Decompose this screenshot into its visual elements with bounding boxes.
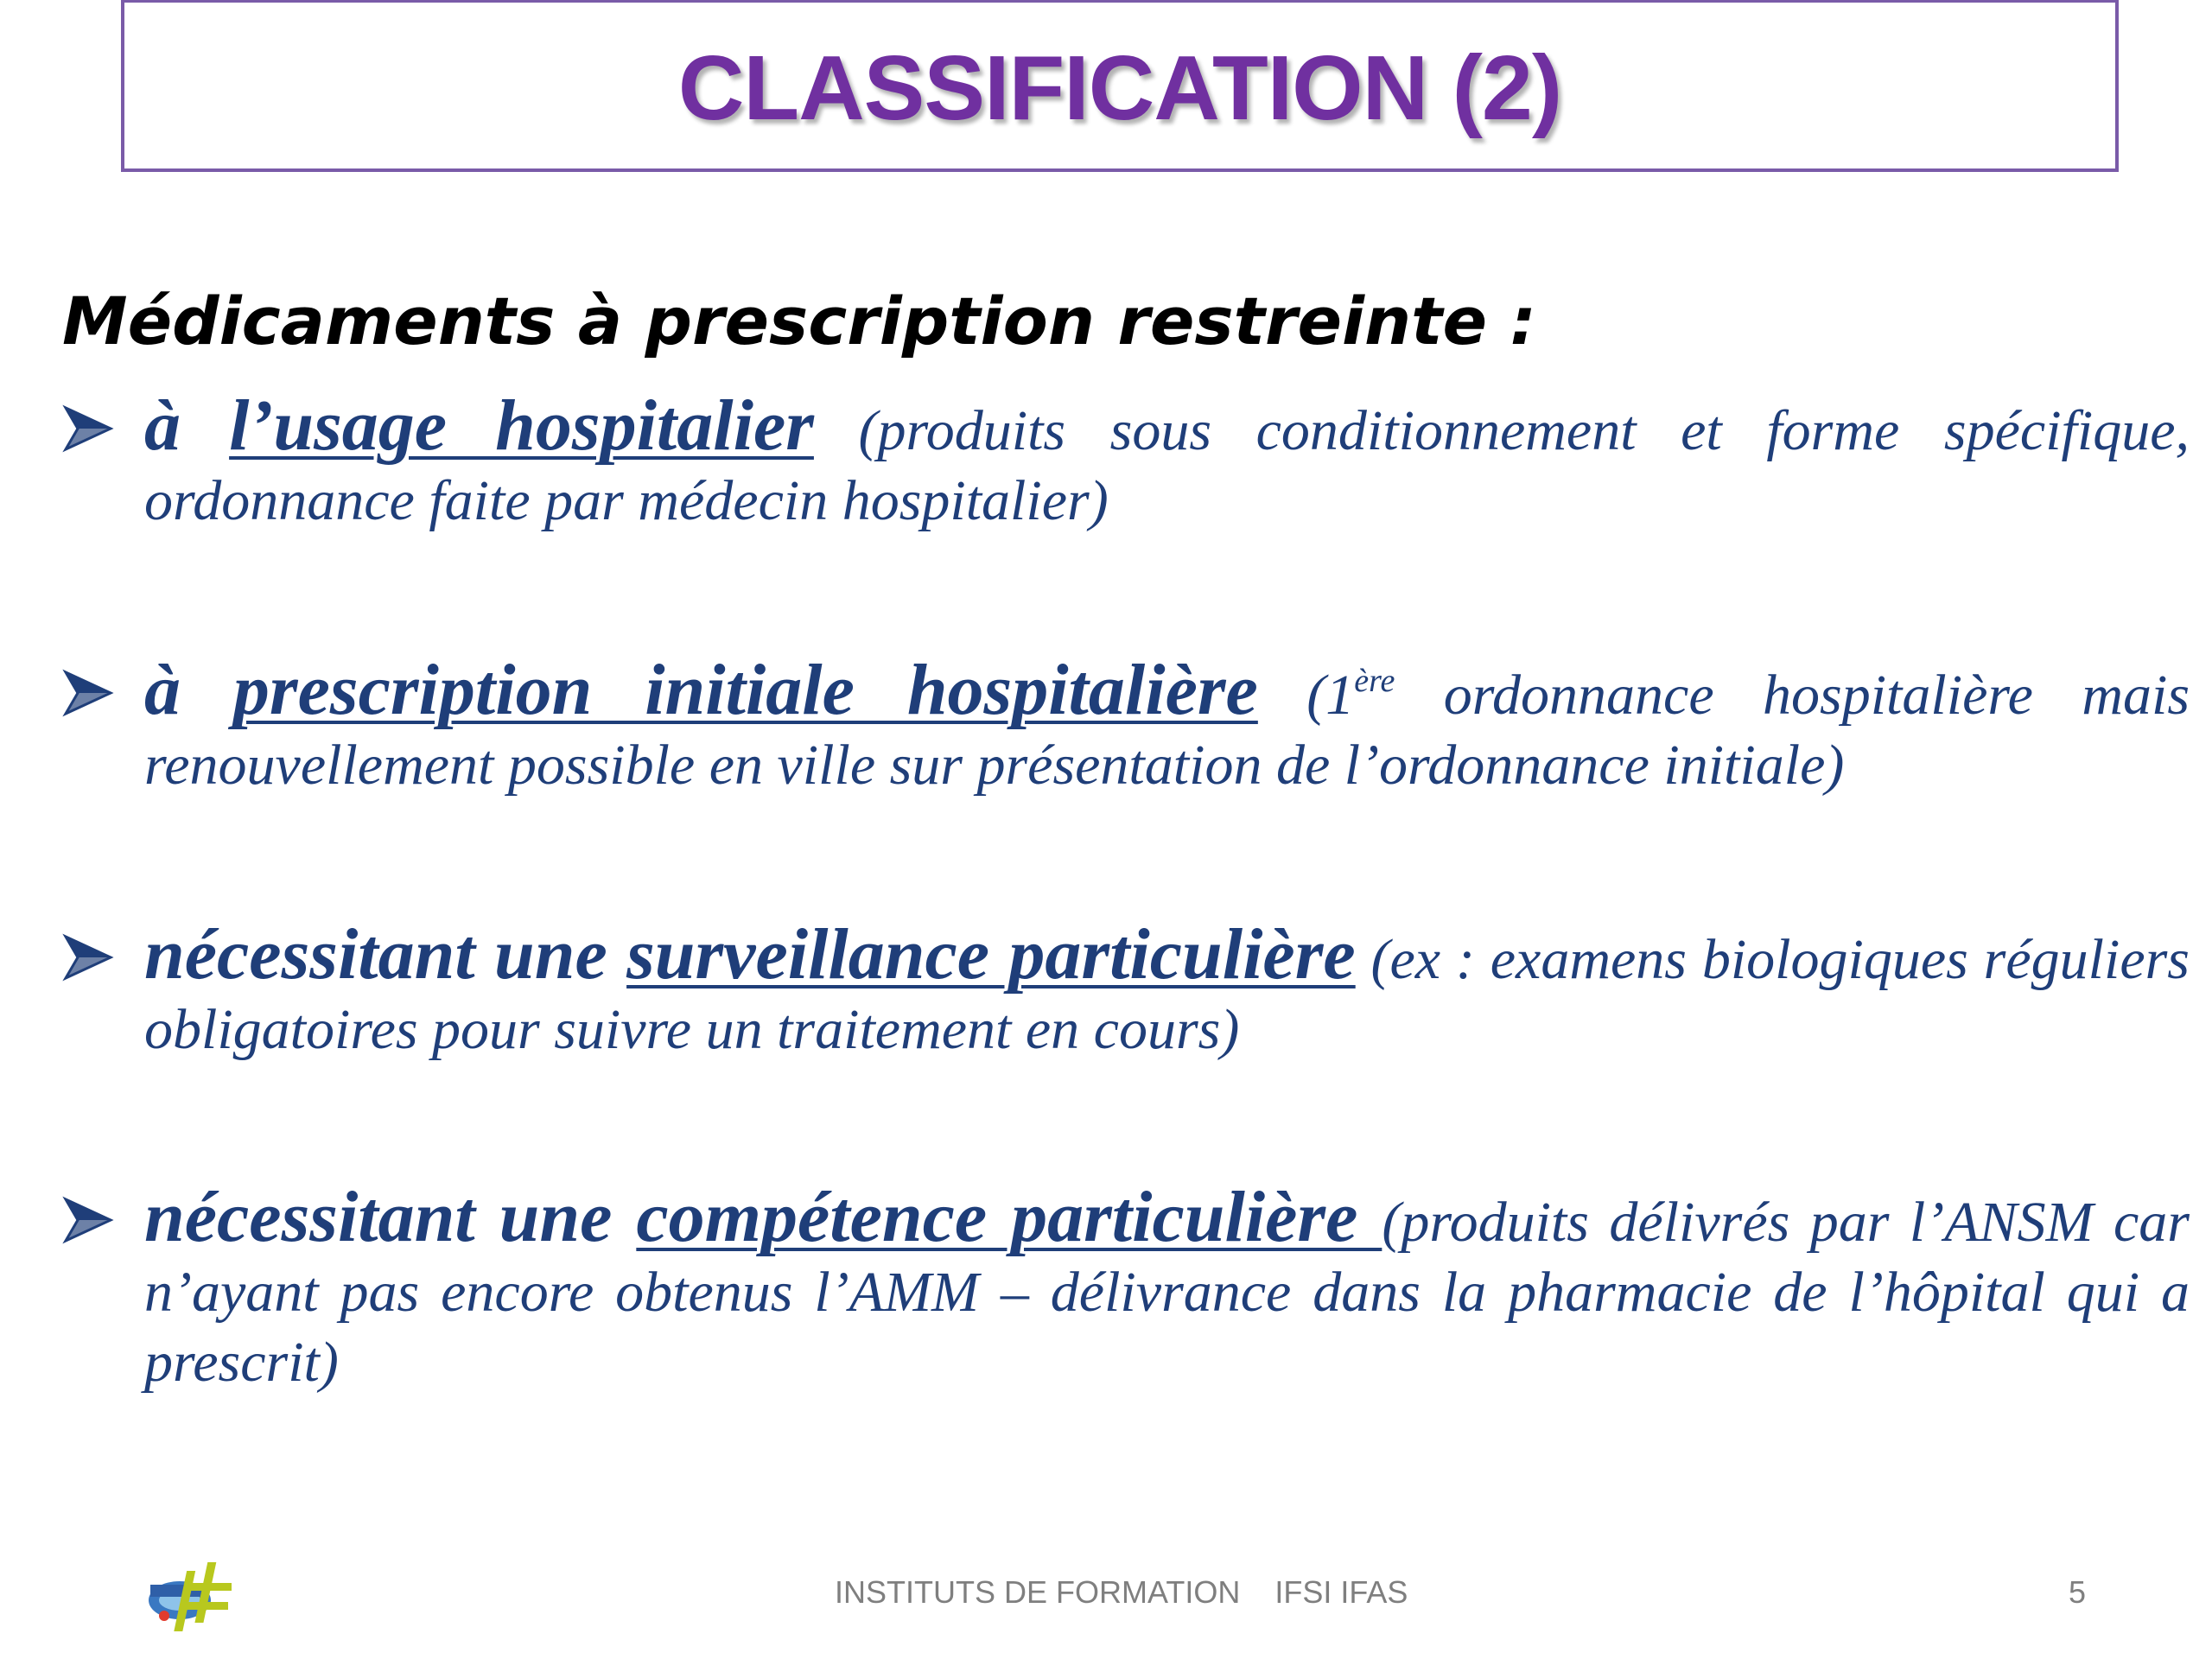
page-number: 5 (2069, 1574, 2087, 1610)
item-detail: (produits délivrés par l’ANSM car n’ayant pas encore obtenus l’AMM – délivrance dans la pharmacie de l’hôpital qui a prescrit) (144, 1191, 2190, 1394)
item-lead-underlined: surveillance particulière (626, 914, 1356, 995)
item-detail-superscript: ère (1354, 663, 1395, 699)
list-item (62, 385, 2190, 536)
title-box (121, 0, 2119, 172)
item-detail-start: (1 (1257, 664, 1355, 727)
item-lead-prefix: à (144, 385, 230, 466)
arrow-bullet-icon (62, 931, 114, 983)
footer-text: INSTITUTS DE FORMATION IFSI IFAS (835, 1574, 1408, 1610)
arrow-bullet-icon (62, 1194, 114, 1246)
section-heading: Médicaments à prescription restreinte : (62, 283, 1536, 359)
list-item (62, 914, 2190, 1065)
institute-logo-icon (145, 1555, 242, 1637)
item-lead (144, 1177, 1382, 1257)
list-item (62, 1177, 2190, 1397)
list-item (62, 650, 2190, 800)
item-lead-underlined: l’usage hospitalier (229, 385, 814, 466)
item-lead-prefix: nécessitant une (144, 1177, 637, 1257)
item-lead-underlined: prescription initiale hospitalière (232, 650, 1258, 730)
item-lead (144, 650, 1258, 730)
slide-title: CLASSIFICATION (2) (677, 36, 1562, 139)
item-detail: (produits sous conditionnement et forme spécifique, ordonnance faite par médecin hospitalier) (144, 399, 2190, 532)
item-detail: (ex : examens biologiques réguliers obligatoires pour suivre un traitement en cours) (144, 928, 2190, 1061)
item-lead-prefix: à (144, 650, 233, 730)
arrow-bullet-icon (62, 667, 114, 719)
item-lead-prefix: nécessitant une (144, 914, 627, 995)
item-lead (144, 914, 1356, 995)
item-lead (144, 385, 814, 466)
item-detail: ordonnance hospitalière mais renouvellement possible en ville sur présentation de l’ordonnance initiale) (144, 664, 2190, 797)
arrow-bullet-icon (62, 403, 114, 454)
item-lead-underlined: compétence particulière (636, 1177, 1382, 1257)
